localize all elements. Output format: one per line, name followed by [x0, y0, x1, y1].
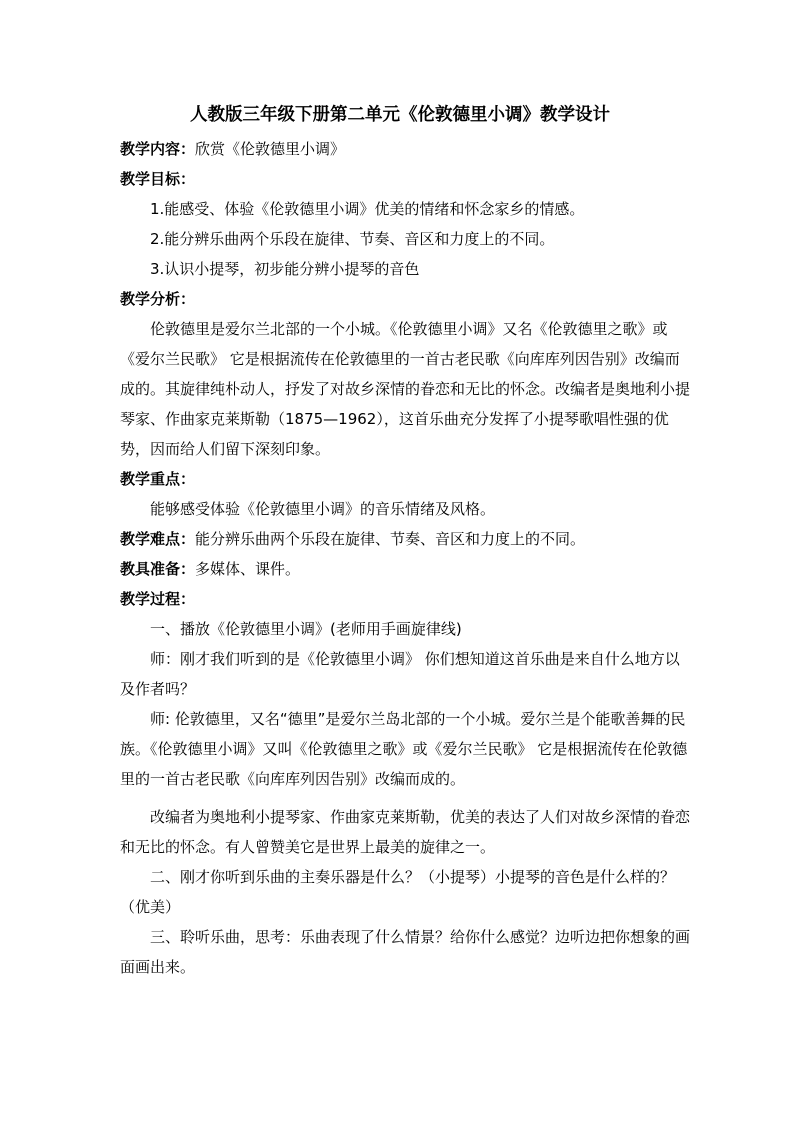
- teaching-analysis-text: 伦敦德里是爱尔兰北部的一个小城。《伦敦德里小调》又名《伦敦德里之歌》或《爱尔兰民歌》 它是根据流传在伦敦德里的一首古老民歌《向库库列因告别》改编而成的。其旋律纯朴动人，抒发了对故乡深情的眷恋和无比的怀念。改编者是奥地利小提琴家、作曲家克莱斯勒（1875—1962），这首乐曲充分发挥了小提琴歌唱性强的优势，因而给人们留下深刻印象。: [120, 320, 691, 458]
- document-title: 人教版三年级下册第二单元《伦敦德里小调》教学设计: [190, 105, 610, 125]
- teaching-keypoint-label: 教学重点：: [120, 470, 196, 488]
- teaching-keypoint-text: 能够感受体验《伦敦德里小调》的音乐情绪及风格。: [150, 500, 496, 518]
- teaching-difficulty-label: 教学难点：: [120, 530, 196, 548]
- document-body: [120, 100, 690, 982]
- teaching-analysis-label: 教学分析：: [120, 290, 196, 308]
- objective-item: 2.能分辨乐曲两个乐段在旋律、节奏、音区和力度上的不同。: [150, 230, 555, 248]
- teaching-tools-row: [120, 554, 690, 584]
- teaching-content-row: [120, 134, 690, 164]
- teaching-content-text: 欣赏《伦敦德里小调》: [195, 140, 346, 158]
- process-step: 师: 伦敦德里，又名“德里”是爱尔兰岛北部的一个小城。爱尔兰是个能歌善舞的民族。《伦敦德里小调》又叫《伦敦德里之歌》或《爱尔兰民歌》 它是根据流传在伦敦德里的一首古老民歌《向库库列因告别》改编而成的。: [120, 710, 688, 788]
- teaching-objectives-label: 教学目标：: [120, 170, 196, 188]
- teaching-difficulty-text: 能分辨乐曲两个乐段在旋律、节奏、音区和力度上的不同。: [195, 530, 586, 548]
- teaching-tools-label: 教具准备：: [120, 560, 196, 578]
- teaching-difficulty-row: [120, 524, 690, 554]
- objective-item: 1.能感受、体验《伦敦德里小调》优美的情绪和怀念家乡的情感。: [150, 200, 585, 218]
- process-step: 二、刚才你听到乐曲的主奏乐器是什么？（小提琴）小提琴的音色是什么样的？（优美）: [120, 868, 676, 916]
- teaching-tools-text: 多媒体、课件。: [195, 560, 301, 578]
- objective-item: 3.认识小提琴，初步能分辨小提琴的音色: [150, 260, 420, 278]
- process-step: 改编者为奥地利小提琴家、作曲家克莱斯勒，优美的表达了人们对故乡深情的眷恋和无比的怀念。有人曾赞美它是世界上最美的旋律之一。: [120, 808, 691, 856]
- teaching-content-label: 教学内容：: [120, 140, 196, 158]
- process-step: 三、聆听乐曲，思考：乐曲表现了什么情景？给你什么感觉？边听边把你想象的画面画出来。: [120, 928, 691, 976]
- teaching-process-label: 教学过程：: [120, 590, 196, 608]
- process-step: 一、播放《伦敦德里小调》(老师用手画旋律线): [150, 620, 462, 638]
- process-step: 师：刚才我们听到的是《伦敦德里小调》 你们想知道这首乐曲是来自什么地方以及作者吗？: [120, 650, 680, 698]
